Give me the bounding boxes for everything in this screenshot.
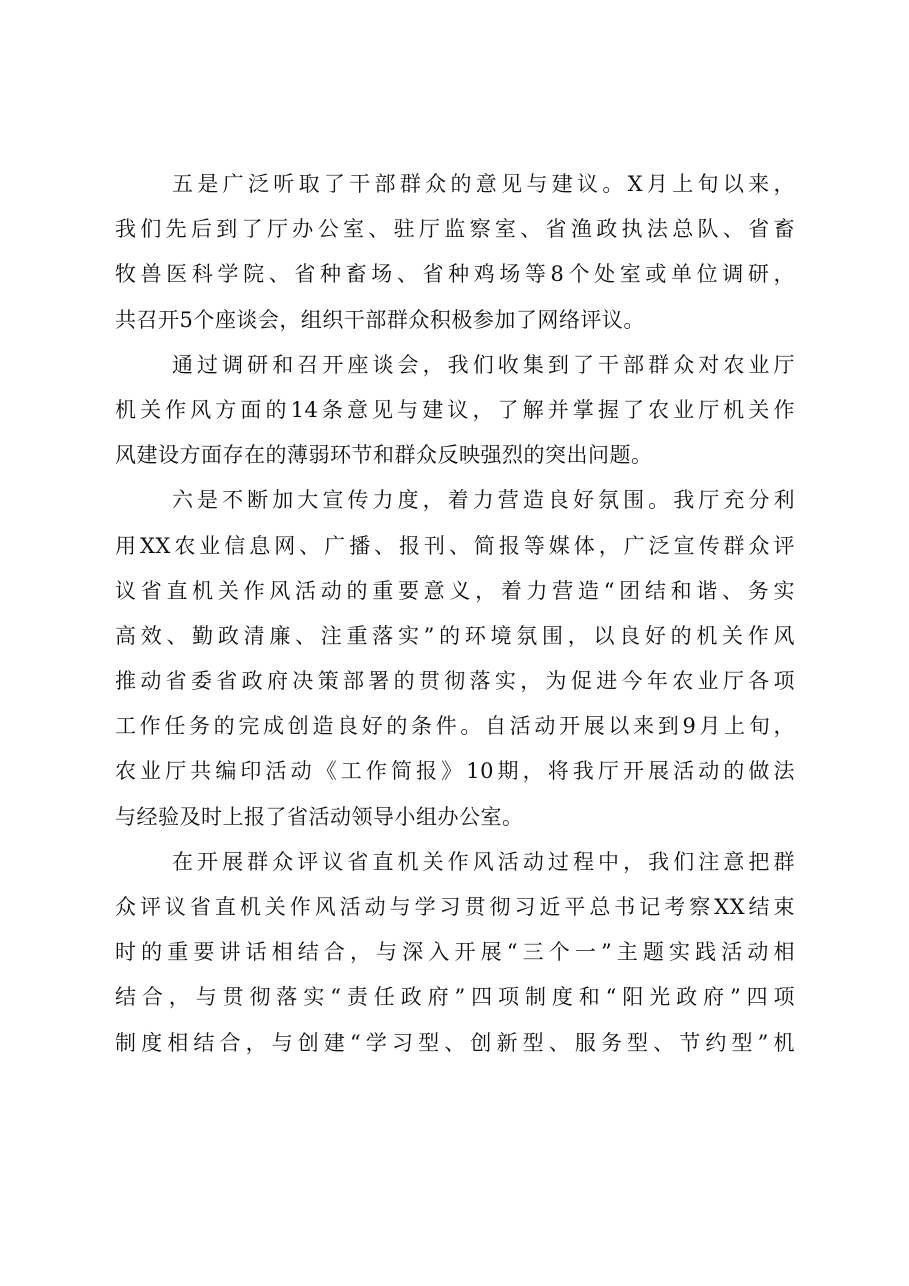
text-line: 共召开5个座谈会，组织干部群众积极参加了网络评议。 <box>115 307 645 332</box>
text-line: 推动省委省政府决策部署的贯彻落实，为促进今年农业厅各项 <box>115 669 795 694</box>
paragraph-4 <box>115 840 795 1066</box>
text-line: 农业厅共编印活动《工作简报》10期，将我厅开展活动的做法 <box>115 759 795 784</box>
text-line: 用XX农业信息网、广播、报刊、简报等媒体，广泛宣传群众评 <box>115 533 795 558</box>
text-line: 在开展群众评议省直机关作风活动过程中，我们注意把群 <box>172 849 795 874</box>
text-line: 五是广泛听取了干部群众的意见与建议。X月上旬以来， <box>172 172 795 196</box>
paragraph-3 <box>115 478 795 840</box>
text-line: 时的重要讲话相结合，与深入开展“三个一”主题实践活动相 <box>115 940 795 965</box>
text-line: 工作任务的完成创造良好的条件。自活动开展以来到9月上旬， <box>115 714 795 739</box>
text-line: 我们先后到了厅办公室、驻厅监察室、省渔政执法总队、省畜 <box>115 217 795 242</box>
paragraph-1 <box>115 162 795 343</box>
text-line: 风建设方面存在的薄弱环节和群众反映强烈的突出问题。 <box>115 443 653 468</box>
text-line: 通过调研和召开座谈会，我们收集到了干部群众对农业厅 <box>172 352 795 377</box>
paragraph-2 <box>115 343 795 479</box>
text-line: 六是不断加大宣传力度，着力营造良好氛围。我厅充分利 <box>172 488 795 513</box>
text-line: 机关作风方面的14条意见与建议，了解并掌握了农业厅机关作 <box>115 397 795 422</box>
text-line: 高效、勤政清廉、注重落实”的环境氛围，以良好的机关作风 <box>115 623 795 648</box>
text-line: 与经验及时上报了省活动领导小组办公室。 <box>115 804 524 829</box>
text-line: 结合，与贯彻落实“责任政府”四项制度和“阳光政府”四项 <box>115 985 795 1010</box>
text-line: 制度相结合，与创建“学习型、创新型、服务型、节约型”机 <box>115 1030 795 1055</box>
document-body <box>115 162 795 1066</box>
text-line: 众评议省直机关作风活动与学习贯彻习近平总书记考察XX结束 <box>115 895 795 919</box>
text-line: 议省直机关作风活动的重要意义，着力营造“团结和谐、务实 <box>115 578 795 603</box>
text-line: 牧兽医科学院、省种畜场、省种鸡场等8个处室或单位调研， <box>115 262 795 287</box>
